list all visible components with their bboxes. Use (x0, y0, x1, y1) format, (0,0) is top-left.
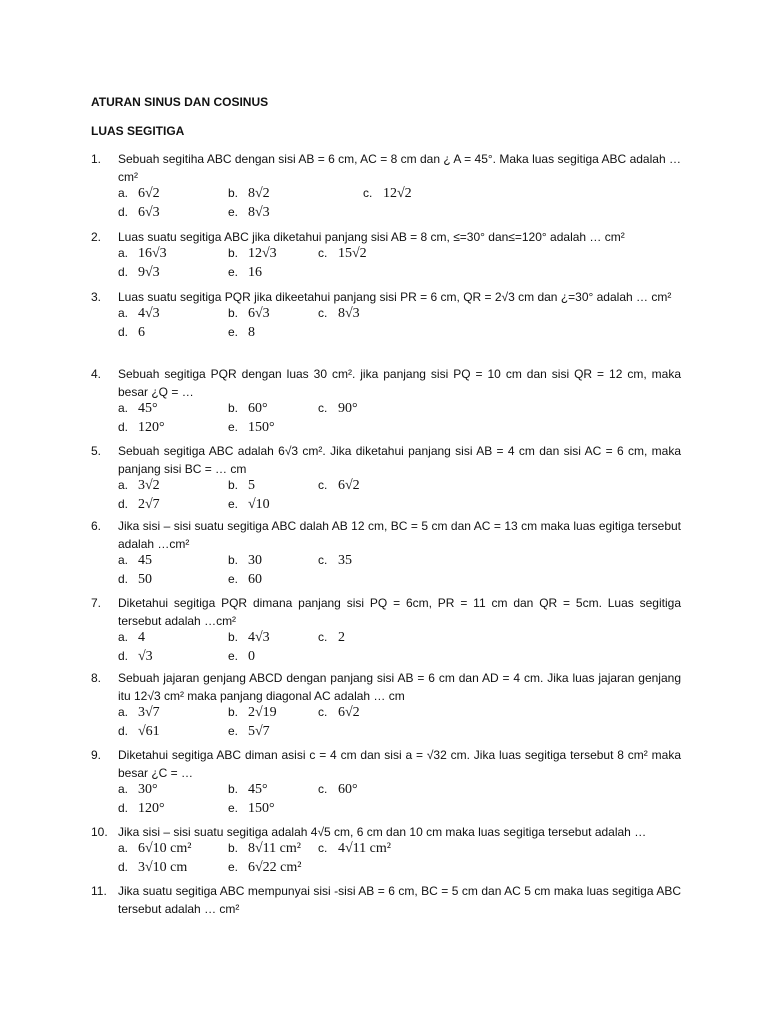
option-c (318, 246, 367, 262)
option-value: 120° (138, 420, 165, 436)
document-title: ATURAN SINUS DAN COSINUS (91, 95, 269, 109)
option-value: 9√3 (138, 265, 160, 281)
question-number: 6. (91, 519, 102, 533)
option-label: d. (118, 860, 129, 875)
option-value: 50 (138, 572, 152, 588)
option-a (118, 553, 152, 569)
option-a (118, 630, 145, 646)
option-label: d. (118, 649, 129, 664)
option-value: 30° (138, 782, 158, 798)
option-d (118, 420, 165, 436)
option-c (318, 705, 360, 721)
option-d (118, 205, 160, 221)
option-value: 3√10 cm (138, 860, 188, 876)
option-value: 15√2 (338, 246, 367, 262)
option-label: c. (318, 478, 328, 493)
option-label: c. (318, 553, 328, 568)
option-label: b. (228, 841, 239, 856)
option-value: 4√11 cm² (338, 841, 391, 857)
question-text (91, 517, 681, 553)
option-value: 3√7 (138, 705, 160, 721)
option-value: 0 (248, 649, 255, 665)
option-label: e. (228, 724, 239, 739)
option-label: c. (318, 246, 328, 261)
option-d (118, 801, 165, 817)
question-item (91, 517, 681, 591)
option-label: e. (228, 497, 239, 512)
option-label: e. (228, 572, 239, 587)
option-value: 150° (248, 801, 275, 817)
question-number: 7. (91, 596, 102, 610)
question-number: 5. (91, 444, 102, 458)
option-list (91, 630, 681, 668)
option-e (228, 572, 262, 588)
question-body: Luas suatu segitiga ABC jika diketahui panjang sisi AB = 8 cm, ≤=30° dan≤=120° adalah … cm² (118, 230, 625, 244)
question-item (91, 150, 681, 224)
option-a (118, 306, 160, 322)
option-e (228, 724, 270, 740)
option-b (228, 705, 277, 721)
option-b (228, 246, 277, 262)
option-value: 45° (138, 401, 158, 417)
question-body: Jika suatu segitiga ABC mempunyai sisi -sisi AB = 6 cm, BC = 5 cm dan AC 5 cm maka luas segitiga ABC tersebut adalah … cm² (118, 884, 681, 917)
option-label: a. (118, 553, 129, 568)
option-label: e. (228, 649, 239, 664)
option-e (228, 420, 275, 436)
option-label: a. (118, 705, 129, 720)
option-c (318, 306, 360, 322)
option-value: √10 (248, 497, 270, 513)
option-b (228, 306, 270, 322)
question-text (91, 150, 681, 186)
option-value: 6√22 cm² (248, 860, 302, 876)
option-value: 45° (248, 782, 268, 798)
option-label: c. (318, 306, 328, 321)
option-label: a. (118, 478, 129, 493)
option-value: 8√3 (248, 205, 270, 221)
question-text (91, 746, 681, 782)
option-label: e. (228, 265, 239, 280)
option-label: d. (118, 724, 129, 739)
option-b (228, 630, 270, 646)
option-label: e. (228, 860, 239, 875)
question-body: Sebuah segitiga PQR dengan luas 30 cm². jika panjang sisi PQ = 10 cm dan sisi QR = 12 cm, maka besar ¿Q = … (118, 367, 681, 400)
question-body: Diketahui segitiga PQR dimana panjang sisi PQ = 6cm, PR = 11 cm dan QR = 5cm. Luas segitiga tersebut adalah …cm² (118, 596, 681, 629)
option-label: b. (228, 630, 239, 645)
option-e (228, 497, 270, 513)
question-item (91, 669, 681, 743)
question-text (91, 823, 681, 841)
option-value: 5√7 (248, 724, 270, 740)
option-e (228, 265, 262, 281)
question-text (91, 228, 681, 246)
option-list (91, 246, 681, 284)
option-c (318, 401, 358, 417)
option-label: c. (318, 841, 328, 856)
option-label: d. (118, 572, 129, 587)
option-b (228, 782, 268, 798)
question-item (91, 746, 681, 820)
question-item (91, 442, 681, 516)
option-list (91, 553, 681, 591)
option-b (228, 478, 255, 494)
option-label: b. (228, 186, 239, 201)
option-label: e. (228, 801, 239, 816)
option-label: c. (318, 401, 328, 416)
option-e (228, 205, 270, 221)
question-text (91, 365, 681, 401)
question-item (91, 365, 681, 439)
option-label: c. (318, 630, 328, 645)
option-d (118, 860, 187, 876)
question-item (91, 882, 681, 918)
option-value: 45 (138, 553, 152, 569)
option-value: 4√3 (248, 630, 270, 646)
question-body: Diketahui segitiga ABC diman asisi c = 4 cm dan sisi a = √32 cm. Jika luas segitiga tersebut 8 cm² maka besar ¿C = … (118, 748, 681, 781)
option-c (318, 553, 352, 569)
option-value: 16 (248, 265, 262, 281)
question-item (91, 823, 681, 879)
option-value: 6√2 (338, 478, 360, 494)
option-value: 3√2 (138, 478, 160, 494)
option-label: b. (228, 478, 239, 493)
option-label: d. (118, 325, 129, 340)
option-label: e. (228, 325, 239, 340)
option-value: 12√2 (383, 186, 412, 202)
option-label: d. (118, 205, 129, 220)
option-a (118, 186, 160, 202)
question-number: 4. (91, 367, 102, 381)
option-b (228, 553, 262, 569)
question-text (91, 882, 681, 918)
option-a (118, 401, 158, 417)
option-d (118, 649, 153, 665)
option-label: e. (228, 205, 239, 220)
option-c (318, 478, 360, 494)
option-a (118, 841, 191, 857)
option-value: 8√11 cm² (248, 841, 301, 857)
option-list (91, 705, 681, 743)
question-text (91, 442, 681, 478)
question-item (91, 594, 681, 668)
option-value: 60 (248, 572, 262, 588)
question-number: 10. (91, 825, 108, 839)
option-c (318, 630, 345, 646)
option-label: c. (318, 705, 328, 720)
option-d (118, 572, 152, 588)
option-list (91, 306, 681, 344)
option-c (318, 841, 391, 857)
option-list (91, 782, 681, 820)
question-number: 11. (91, 884, 107, 898)
question-body: Sebuah jajaran genjang ABCD dengan panjang sisi AB = 6 cm dan AD = 4 cm. Jika luas jajaran genjang itu 12√3 cm² maka panjang diagonal AC adalah … cm (118, 671, 681, 704)
option-value: 6√10 cm² (138, 841, 192, 857)
option-label: a. (118, 782, 129, 797)
question-body: Jika sisi – sisi suatu segitiga adalah 4√5 cm, 6 cm dan 10 cm maka luas segitiga tersebut adalah … (118, 825, 647, 839)
option-label: b. (228, 782, 239, 797)
option-label: a. (118, 841, 129, 856)
option-label: b. (228, 553, 239, 568)
option-value: 8√3 (338, 306, 360, 322)
option-label: d. (118, 497, 129, 512)
option-a (118, 705, 160, 721)
question-body: Sebuah segitiga ABC adalah 6√3 cm². Jika diketahui panjang sisi AB = 4 cm dan sisi AC = 6 cm, maka panjang sisi BC = … cm (118, 444, 681, 477)
option-label: a. (118, 630, 129, 645)
option-list (91, 186, 681, 224)
option-b (228, 186, 270, 202)
option-value: 150° (248, 420, 275, 436)
question-body: Luas suatu segitiga PQR jika dikeetahui panjang sisi PR = 6 cm, QR = 2√3 cm dan ¿=30° adalah … cm² (118, 290, 672, 304)
option-value: 90° (338, 401, 358, 417)
option-label: b. (228, 401, 239, 416)
question-number: 2. (91, 230, 102, 244)
option-label: d. (118, 265, 129, 280)
option-value: 30 (248, 553, 262, 569)
option-a (118, 246, 167, 262)
option-label: e. (228, 420, 239, 435)
option-label: d. (118, 420, 129, 435)
option-c (363, 186, 412, 202)
option-label: a. (118, 401, 129, 416)
option-value: 6 (138, 325, 145, 341)
option-value: 8√2 (248, 186, 270, 202)
option-e (228, 649, 255, 665)
option-value: 60° (338, 782, 358, 798)
option-c (318, 782, 358, 798)
question-text (91, 594, 681, 630)
option-label: b. (228, 306, 239, 321)
option-e (228, 325, 255, 341)
question-text (91, 669, 681, 705)
option-list (91, 478, 681, 516)
question-item (91, 288, 681, 344)
option-value: √61 (138, 724, 160, 740)
option-value: 2√7 (138, 497, 160, 513)
option-b (228, 841, 301, 857)
option-label: c. (363, 186, 373, 201)
section-title: LUAS SEGITIGA (91, 124, 185, 138)
option-value: 16√3 (138, 246, 167, 262)
question-number: 8. (91, 671, 102, 685)
option-value: 6√3 (248, 306, 270, 322)
option-value: 5 (248, 478, 255, 494)
option-list (91, 401, 681, 439)
option-value: 8 (248, 325, 255, 341)
option-value: 4 (138, 630, 145, 646)
question-text (91, 288, 681, 306)
option-value: 6√3 (138, 205, 160, 221)
question-item (91, 228, 681, 284)
option-e (228, 860, 301, 876)
option-value: 6√2 (138, 186, 160, 202)
option-label: c. (318, 782, 328, 797)
question-body: Jika sisi – sisi suatu segitiga ABC dalah AB 12 cm, BC = 5 cm dan AC = 13 cm maka luas egitiga tersebut adalah …cm² (118, 519, 681, 552)
option-d (118, 325, 145, 341)
option-label: a. (118, 306, 129, 321)
option-label: d. (118, 801, 129, 816)
question-number: 9. (91, 748, 102, 762)
question-number: 1. (91, 152, 102, 166)
option-value: √3 (138, 649, 153, 665)
option-value: 2 (338, 630, 345, 646)
option-value: 60° (248, 401, 268, 417)
question-body: Sebuah segitiha ABC dengan sisi AB = 6 cm, AC = 8 cm dan ¿ A = 45°. Maka luas segitiga ABC adalah … cm² (118, 152, 681, 185)
question-number: 3. (91, 290, 102, 304)
option-value: 6√2 (338, 705, 360, 721)
option-label: a. (118, 186, 129, 201)
option-label: b. (228, 705, 239, 720)
option-value: 2√19 (248, 705, 277, 721)
option-e (228, 801, 275, 817)
option-value: 120° (138, 801, 165, 817)
option-value: 35 (338, 553, 352, 569)
option-a (118, 478, 160, 494)
option-d (118, 497, 160, 513)
option-value: 12√3 (248, 246, 277, 262)
option-label: b. (228, 246, 239, 261)
option-d (118, 724, 160, 740)
option-list (91, 841, 681, 879)
option-label: a. (118, 246, 129, 261)
option-a (118, 782, 158, 798)
option-d (118, 265, 160, 281)
option-b (228, 401, 268, 417)
option-value: 4√3 (138, 306, 160, 322)
